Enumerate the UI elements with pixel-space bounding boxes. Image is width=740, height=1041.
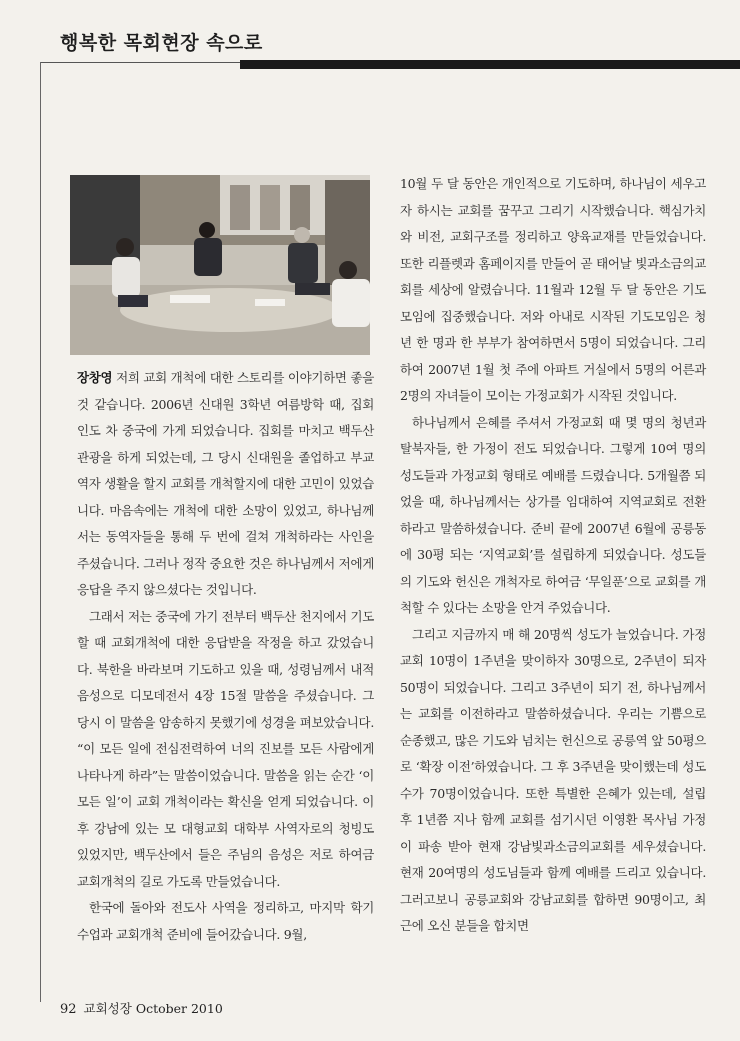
paragraph: 한국에 돌아와 전도사 사역을 정리하고, 마지막 학기 수업과 교회개척 준비에 들어갔습니다. 9월,: [77, 900, 374, 942]
paragraph: 그래서 저는 중국에 가기 전부터 백두산 천지에서 기도할 때 교회개척에 대한 응답받을 작정을 하고 갔었습니다. 북한을 바라보며 기도하고 있을 때, 성령님께서 내적 음성으로 디모데전서 4장 15절 말씀을 주셨습니다. 그 당시 이 말씀을 암송하지 못했기에 성경을 펴보았습니다. “이 모든 일에 전심전력하여 너의 진보를 모든 사람에게 나타나게 하라”는 말씀이었습니다. 말씀을 읽는 순간 ‘이 모든 일’이 교회 개척이라는 확신을 얻게 되었습니다. 이후 강남에 있는 모 대형교회 대학부 사역자로의 청빙도 있었지만, 백두산에서 들은 주님의 음성은 저로 하여금 교회개척의 길로 가도록 만들었습니다.: [77, 608, 374, 889]
paragraph: 그리고 지금까지 매 해 20명씩 성도가 늘었습니다. 가정교회 10명이 1주년을 맞이하자 30명으로, 2주년이 되자 50명이 되었습니다. 그리고 3주년이 되기 전, 하나님께서는 교회를 이전하라고 말씀하셨습니다. 우리는 기쁨으로 순종했고, 많은 기도와 넘치는 헌신으로 공릉역 앞 50평으로 ‘확장 이전’하였습니다. 그 후 3주년을 맞이했는데 성도수가 70명이었습니다. 또한 특별한 은혜가 있는데, 설립 후 1년쯤 지나 함께 교회를 섬기시던 이영환 목사님 가정이 파송 받아 현재 강남빛과소금의교회를 세우셨습니다. 현재 20여명의 성도님들과 함께 예배를 드리고 있습니다. 그러고보니 공릉교회와 강남교회를 합하면 90명이고, 최근에 오신 분들을 합치면: [400, 626, 706, 933]
page-footer: [60, 999, 223, 1017]
meeting-photo: [70, 175, 370, 355]
right-text-column: [400, 171, 706, 940]
magazine-name: 교회성장: [83, 1001, 132, 1016]
paragraph: [77, 365, 374, 604]
page-number: 92: [60, 1002, 77, 1017]
paragraph: 하나님께서 은혜를 주셔서 가정교회 때 몇 명의 청년과 탈북자들, 한 가정이 전도 되었습니다. 그렇게 10여 명의 성도들과 가정교회 형태로 예배를 드렸습니다. 5개월쯤 되었을 때, 하나님께서는 상가를 임대하여 지역교회로 전환하라고 말씀하셨습니다. 준비 끝에 2007년 6월에 공릉동에 30평 되는 ‘지역교회’를 설립하게 되었습니다. 성도들의 기도와 헌신은 개척자로 하여금 ‘무일푼’으로 교회를 개척할 수 있다는 소망을 안겨 주었습니다.: [400, 414, 706, 615]
issue-date: October 2010: [135, 1001, 223, 1016]
paragraph-text: 저희 교회 개척에 대한 스토리를 이야기하면 좋을 것 같습니다. 2006년 신대원 3학년 여름방학 때, 집회 인도 차 중국에 가게 되었습니다. 집회를 마치고 백두산 관광을 하게 되었는데, 그 당시 신대원을 졸업하고 부교역자 생활을 할지 교회를 개척할지에 대한 고민이 있었습니다. 마음속에는 개척에 대한 소망이 있었고, 하나님께서는 동역자들을 통해 두 번에 걸쳐 개척하라는 사인을 주셨습니다. 그러나 정작 중요한 것은 하나님께서 저에게 응답을 주지 않으셨다는 것입니다.: [77, 370, 374, 597]
margin-vertical-rule: [40, 62, 41, 1002]
left-text-column: [77, 365, 374, 948]
header-rule-thin: [40, 62, 240, 63]
speaker-name: 장창영: [77, 370, 113, 385]
header-rule-thick: [240, 60, 740, 69]
paragraph: 10월 두 달 동안은 개인적으로 기도하며, 하나님이 세우고자 하시는 교회를 꿈꾸고 그리기 시작했습니다. 핵심가치와 비전, 교회구조를 정리하고 양육교재를 만들었습니다. 또한 리플렛과 홈페이지를 만들어 곧 태어날 빛과소금의교회를 세상에 알렸습니다. 11월과 12월 두 달 동안은 기도모임에 집중했습니다. 저와 아내로 시작된 기도모임은 청년 한 명과 한 부부가 참여하면서 5명이 되었습니다. 그리하여 2007년 1월 첫 주에 아파트 거실에서 5명의 어른과 2명의 자녀들이 모이는 가정교회가 시작된 것입니다.: [400, 176, 706, 403]
section-title: 행복한 목회현장 속으로: [60, 32, 263, 54]
